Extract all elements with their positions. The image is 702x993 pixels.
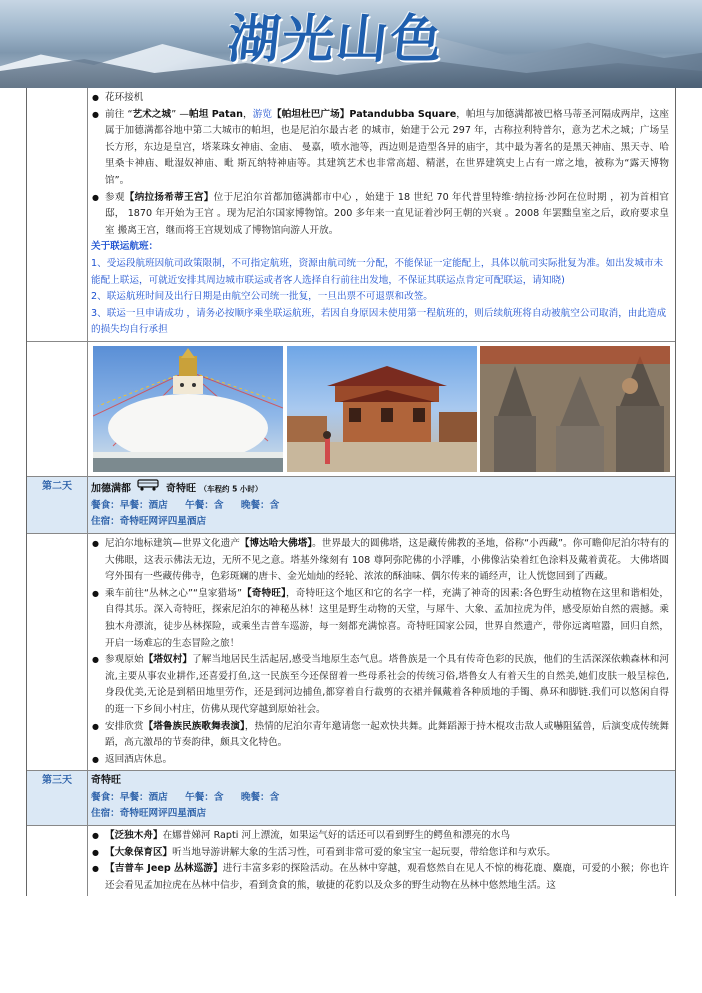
day3-label: 第三天 [27,771,88,825]
day3-content-row [27,826,675,896]
list-item-text: 尼泊尔地标建筑—世界文化遗产 [105,537,240,549]
day3-lunch: 午餐：含 [185,791,224,803]
day2-breakfast: 餐食：早餐：酒店 [91,499,168,511]
list-item [91,536,669,586]
flight-note: 1、受运段航班因航司政策限制，不可指定航班，资源由航司统一分配，不能保证一定能配上，具体以航司实际批复为准。如出发城市未能配上联运，可就近安排其周边城市联运或者客人选择自行前往出发地，不保证其联运点肯定可配联运，请知晓) [91,257,664,286]
list-item-text: 在娜普娣河 Rapti 河上漂流，如果运气好的话还可以看到野生的鳄鱼和漂亮的水鸟 [162,830,511,842]
list-item [91,828,669,845]
list-item-text: ” — [171,108,189,120]
list-item-text: 位于尼泊尔首都加德满都市中心 ，始建于 18 世纪 70 年代普里特维·纳拉扬·沙阿在位时期 ，初为首相官邸， 1870 年开始为王宫 。现为尼泊尔国家博物馆。200 多年来一直见证着沙阿王朝的兴衰 。2008 年罢黜皇室之后，政府要求皇室 搬离王宫，继而将王宫规划成了博物馆向游人开放。 [105,191,670,236]
day2-dinner: 晚餐：含 [240,499,280,511]
list-item-text: 艺术之城 [132,108,172,120]
list-item-text: 帕坦 Patan [188,108,243,120]
day1-activity-list [91,90,669,239]
day1-label-cell [27,88,88,341]
list-item-text: 乘车前往“丛林之心”“皇家猎场” [105,587,243,599]
day2-activity-list [91,536,669,768]
list-item [91,719,669,752]
itinerary-table [26,88,676,896]
day3-spacer [27,826,88,896]
banner-title: 湖光山色 [224,9,448,70]
list-item [91,190,669,240]
day3-title: 奇特旺 [91,775,121,787]
day2-content [88,534,675,770]
list-item-text: ，奇特旺这个地区和它的名字一样，充满了神奇的因素:各色野生动植物在这里和谐相处，自得其乐。深入奇特旺，探索尼泊尔的神秘丛林！这里是野生动物的天堂，与犀牛、大象、孟加拉虎为伴，感受原始自然的震撼。乘独木舟漂流，徒步丛林探险，或乘坐吉普车巡游，每一刻都充满惊喜。奇特旺国家公园，世界自然遗产，带你远离喧嚣，回归自然，开启一场难忘的生态冒险之旅！ [105,587,670,649]
list-item-text: 参观原始 [105,654,144,666]
list-item-text: ，热情的尼泊尔青年邀请您一起欢快共舞。此舞蹈源于持木棍攻击敌人或嚇阻猛兽，后演变成传统舞蹈，高亢激昂的节奏韵律，颇具文化特色。 [105,720,670,749]
day3-breakfast: 餐食：早餐：酒店 [91,791,168,803]
list-item-text: 【奇特旺】 [242,587,287,599]
photos-label-cell [27,342,88,476]
header-banner [0,0,702,88]
day2-hotel: 住宿：奇特旺网评四星酒店 [91,516,207,528]
day2-spacer [27,534,88,770]
list-item [91,652,669,718]
list-item-text: 返回酒店休息。 [105,753,173,765]
day2-header [88,477,675,533]
photos-cell [88,342,675,476]
day2-content-row [27,534,675,771]
notes-title: 关于联运航班： [91,241,159,253]
list-item [91,90,669,107]
flight-notes [91,256,669,339]
list-item-text: 【塔奴村】 [143,654,193,666]
list-item-text: 。世界最大的圆佛塔，这是藏传佛教的圣地，俗称“小西藏”。你可瞻仰尼泊尔特有的大佛眼，这表示佛法无边，无所不见之意。塔基外缘刻有 108 尊阿弥陀佛的小浮雕，小佛像沾染着红色涂料及戴着黄花。 大佛塔圆穹外围有一些藏传佛寺，色彩斑斓的唐卡、金光灿灿的经轮、浓浓的酥油味、偶尔传来的诵经声，让人恍惚回到了西藏。 [105,537,669,583]
bus-icon [137,479,159,498]
list-item-text: 【吉普车 Jeep 丛林巡游】 [105,863,223,875]
flight-note: 2、联运航班时间及出行日期是由航空公司统一批复，一旦出票不可退票和改签。 [91,291,433,303]
day2-header-row [27,477,675,534]
day2-route-from: 加德满都 [91,483,131,495]
list-item [91,861,669,894]
list-item-text: 安排欣赏 [105,720,144,732]
list-item [91,752,669,769]
day3-header [88,771,675,825]
day1-row [27,88,675,342]
list-item [91,845,669,862]
list-item-text: ， [242,108,253,120]
day3-hotel: 住宿：奇特旺网评四星酒店 [91,808,207,820]
list-item-text: 听当地导游讲解大象的生活习性，可看到非常可爱的象宝宝一起玩耍，带给您详和与欢乐。 [172,846,556,858]
day2-label: 第二天 [27,477,88,533]
list-item-text: 游览 [252,108,273,120]
day2-duration: （车程约 5 小时） [199,484,263,494]
flight-note: 3、联运一旦申请成功 ，请务必按顺序乘坐联运航班，若因自身原因未使用第一程航班的，则后续航班将自动被航空公司取消，由此造成的损失均自行承担 [91,307,667,336]
day2-route-to: 奇特旺 [165,483,196,495]
list-item-text: 【纳拉扬希蒂王宫】 [124,191,214,203]
day3-content [88,826,675,896]
day3-meals [91,790,669,807]
list-item-text: 了解当地居民生活起居,感受当地原生态气息。塔鲁族是一个具有传奇色彩的民族，他们的生活深深依赖森林和河流,主要从事农业耕作,还喜爱打鱼,这一民族至今还保留着一些母系社会的传统习俗,塔鲁女人有着天生的自然美,她们皮肤一般呈棕色,身段优美,无论是到稻田地里劳作，还是到河边捕鱼,都穿着自行裁剪的衣裙并佩戴着各种质地的手镯、鼻环和脚链.我们可以悠闲自得的逛一下乡间小村庄，仿佛从现代穿越到原始社会。 [105,654,669,715]
list-item-text: ，帕坦与加德满都被巴格马蒂圣河隔成两岸，这座属于加德满都谷地中第二大城市的帕坦，也是尼泊尔最古老 的城市，始建于公元 297 年，古称拉利特普尔，意为艺术之城；广场呈长方形，东边是皇宫，塔莱珠女神庙、金庙、 曼嘉，喷水池等，西边则是造型各异的庙宇，其中最为著名的是黑天神庙、黑天寺、哈里桑卡神庙、毗湿奴神庙、毗 斯瓦纳特神庙等。其建筑艺术也非常高超、精湛，在世界建筑史上占有一席之地，被称为“露天博物馆”。 [105,108,670,186]
list-item-text: 【博达哈大佛塔】 [239,537,313,549]
list-item [91,107,669,190]
list-item-text: 【塔鲁族民族歌舞表演】 [143,720,245,732]
day2-lunch: 午餐：含 [185,499,224,511]
list-item-text: 花环接机 [105,92,144,103]
list-item-text: 【帕坦杜巴广场】Patandubba Square [272,108,457,120]
photo-swayambhu-stupas [480,346,670,472]
day3-activity-list [91,828,669,894]
day2-meals [91,498,669,515]
day1-content [88,88,675,341]
day3-dinner: 晚餐：含 [240,791,280,803]
list-item-text: 参观 [105,191,125,203]
list-item [91,586,669,652]
list-item-text: 【泛独木舟】 [105,830,163,842]
photo-durbar-square [287,346,477,472]
day3-header-row [27,771,675,826]
day2-route [91,479,669,498]
list-item-text: 前往 “ [105,108,133,120]
list-item-text: 【大象保育区】 [105,846,173,858]
list-item-text: 进行丰富多彩的探险活动。在丛林中穿越，观看悠然自在见人不惊的梅花鹿、麋鹿，可爱的小猴；你也许还会看见孟加拉虎在丛林中信步，看到贪食的熊，敏捷的花豹以及众多的野生动物在丛林中悠然地生活。这 [105,863,669,891]
photos-row [27,342,675,477]
photo-boudhanath-stupa [93,346,283,472]
